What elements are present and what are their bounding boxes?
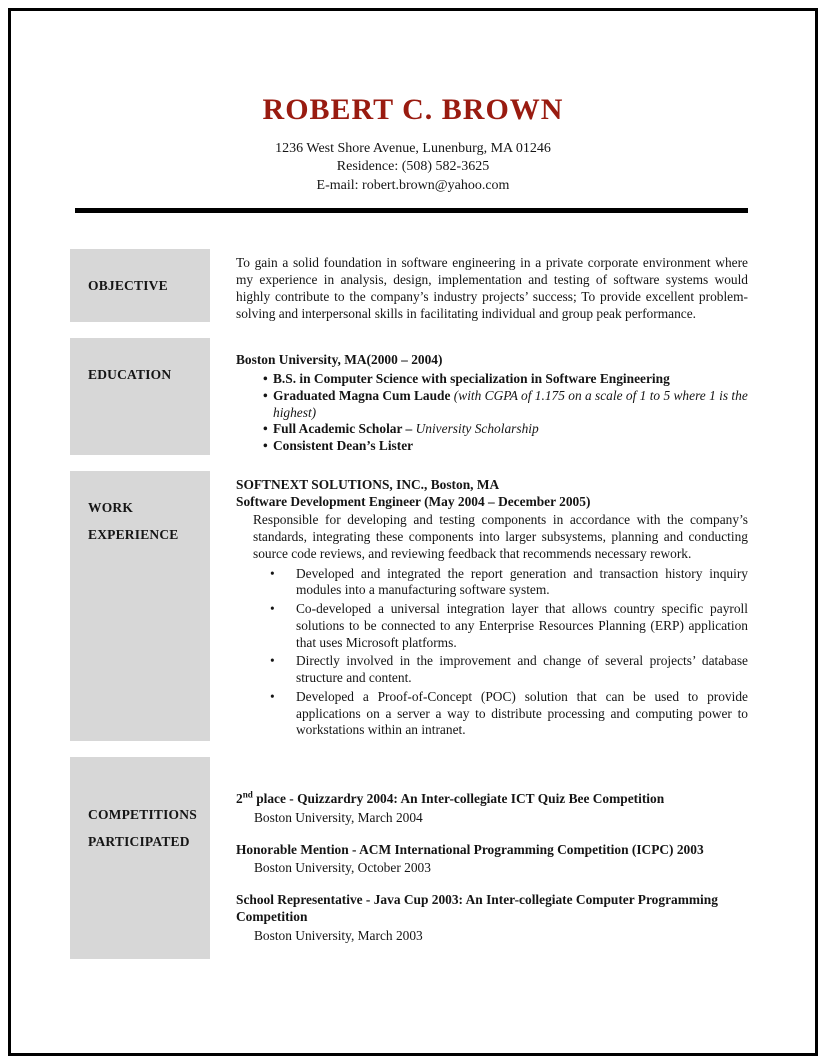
competition-title-text: School Representative - Java Cup 2003: An Inter-collegiate Computer Programming Competition	[236, 892, 718, 924]
section-objective	[70, 249, 748, 322]
education-label-box	[70, 338, 210, 455]
education-item	[236, 438, 748, 455]
competition-title	[236, 842, 748, 859]
competitions-label-box	[70, 757, 210, 959]
objective-text: To gain a solid foundation in software engineering in a private corporate environment where my experience in analysis, design, implementation and testing of software systems would highly contribute to the company’s industry projects’ success; To provide excellent problem-solving and interpersonal skills in facilitating individual and group peak performance.	[236, 255, 748, 321]
education-list	[236, 371, 748, 455]
resume-page	[8, 8, 818, 1056]
competition-detail: Boston University, March 2004	[254, 809, 423, 825]
section-work-experience	[70, 471, 748, 741]
email-line: E-mail: robert.brown@yahoo.com	[316, 177, 510, 193]
competitions-content	[236, 757, 748, 959]
work-achievement-item: • Developed a Proof-of-Concept (POC) solution that can be used to provide applications on a server a way to distribute processing and computing power to workstations within an intranet.	[236, 689, 748, 739]
address-line: 1236 West Shore Avenue, Lunenburg, MA 01246	[275, 141, 551, 156]
education-item	[236, 421, 748, 438]
work-job-title: Software Development Engineer (May 2004 – December 2005)	[236, 493, 591, 509]
competition-item	[236, 791, 748, 827]
competition-title-superscript: nd	[242, 789, 253, 800]
education-item-bold: Graduated Magna Cum Laude	[273, 387, 454, 403]
education-label: EDUCATION	[88, 367, 172, 383]
education-school: Boston University, MA(2000 – 2004)	[236, 352, 443, 368]
competition-item	[236, 842, 748, 878]
candidate-name: ROBERT C. BROWN	[262, 93, 564, 126]
objective-content	[236, 249, 748, 322]
work-company: SOFTNEXT SOLUTIONS, INC., Boston, MA	[236, 476, 500, 492]
competition-item	[236, 892, 748, 944]
work-summary: Responsible for developing and testing components in accordance with the company’s standards, integrating these components into larger subsystems, planning and conducting source code reviews, and reviewing feedback that recommends necessary rework.	[253, 512, 748, 561]
work-experience-label-box	[70, 471, 210, 741]
work-achievements-list	[236, 566, 748, 740]
resume-body	[11, 213, 815, 959]
work-achievement-item: • Developed and integrated the report generation and transaction history inquiry modules into a manufacturing software system.	[236, 566, 748, 600]
work-experience-content	[236, 471, 748, 741]
competition-title-text: place - Quizzardry 2004: An Inter-collegiate ICT Quiz Bee Competition	[252, 791, 665, 807]
work-achievement-item: • Co-developed a universal integration layer that allows country specific payroll solutions to be connected to any Enterprise Resources Planning (ERP) application that uses Microsoft platforms.	[236, 601, 748, 651]
competition-title-prefix: 2	[236, 791, 243, 807]
education-item	[236, 371, 748, 388]
residence-phone-line: Residence: (508) 582-3625	[336, 159, 490, 175]
education-item-bold: Full Academic Scholar –	[273, 421, 416, 437]
competition-title	[236, 892, 748, 926]
contact-block	[11, 140, 815, 195]
objective-label: OBJECTIVE	[88, 278, 168, 294]
work-achievement-item: • Directly involved in the improvement and change of several projects’ database structure and content.	[236, 653, 748, 687]
work-experience-label: WORK EXPERIENCE	[88, 499, 179, 542]
education-item-bold: Consistent Dean’s Lister	[273, 438, 414, 454]
education-item-italic: (with CGPA of 1.175 on a scale of 1 to 5 where 1 is the highest)	[273, 387, 748, 420]
competition-detail: Boston University, March 2003	[254, 927, 423, 943]
education-item	[236, 388, 748, 422]
education-item-italic: University Scholarship	[415, 421, 539, 437]
section-competitions	[70, 757, 748, 959]
education-item-bold: B.S. in Computer Science with specialization in Software Engineering	[273, 371, 670, 387]
education-content	[236, 338, 748, 455]
objective-label-box	[70, 249, 210, 322]
resume-header	[11, 11, 815, 213]
section-education	[70, 338, 748, 455]
competition-title	[236, 791, 748, 808]
competitions-label: COMPETITIONS PARTICIPATED	[88, 807, 197, 850]
competition-detail: Boston University, October 2003	[254, 860, 431, 876]
competition-title-text: Honorable Mention - ACM International Programming Competition (ICPC) 2003	[236, 841, 704, 857]
